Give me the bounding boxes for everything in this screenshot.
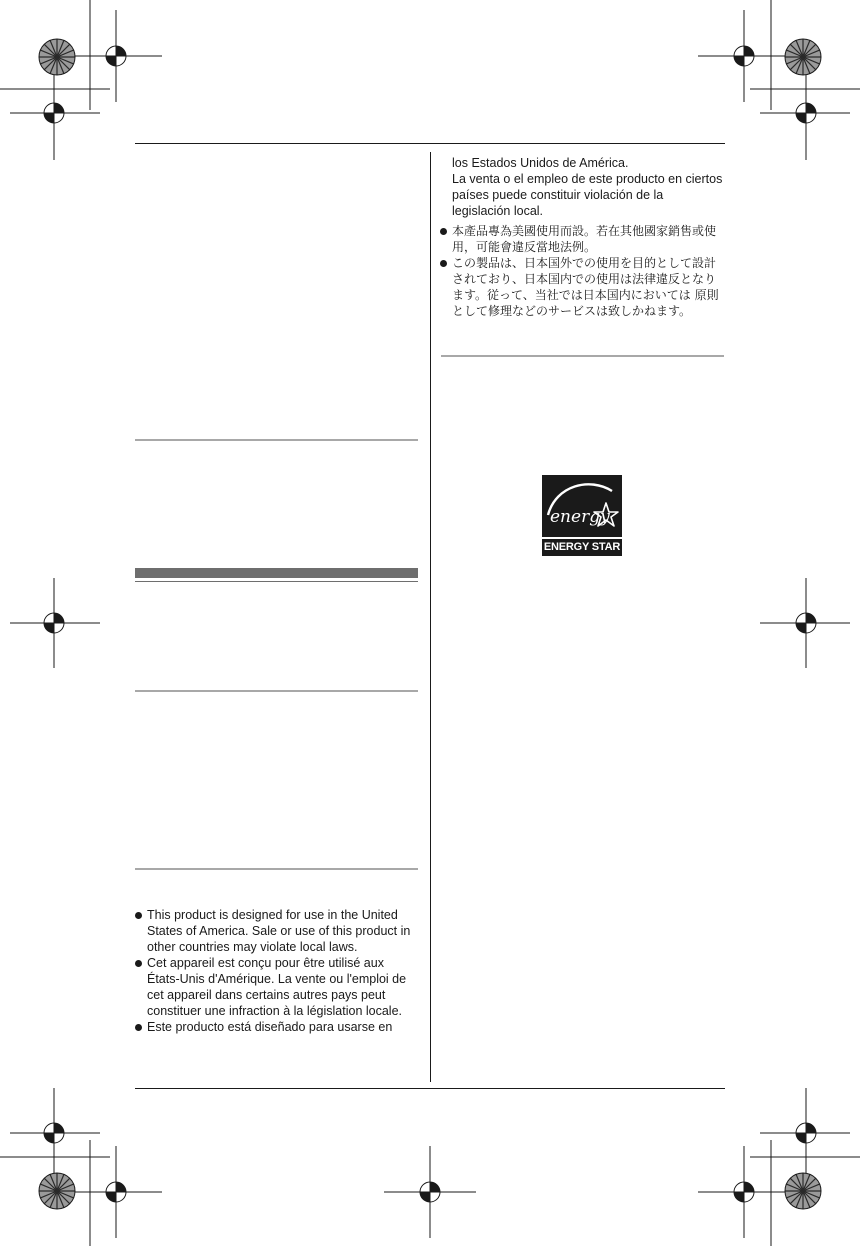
energy-star-label: ENERGY STAR	[542, 537, 622, 556]
section-separator	[135, 868, 418, 870]
section-header-underline	[135, 581, 418, 582]
energy-script: energy	[550, 507, 610, 527]
notice-chinese: 本產品專為美國使用而設。若在其他國家銷售或使用，可能會違反當地法例。	[439, 223, 723, 255]
notice-french: Cet appareil est conçu pour être utilisé aux États-Unis d'Amérique. La vente ou l'emploi de cet appareil dans certains autres pays peut constituer une infraction à la législation locale.	[134, 955, 420, 1019]
notice-spanish-start: Este producto está diseñado para usarse en	[134, 1019, 420, 1035]
region-notice-left	[134, 907, 420, 1035]
starburst-target-icon	[38, 38, 76, 76]
footer-rule	[135, 1088, 725, 1089]
region-notice-right	[439, 155, 723, 319]
energy-star-logo	[542, 475, 622, 556]
starburst-target-icon	[784, 38, 822, 76]
header-rule	[135, 143, 725, 144]
section-separator	[135, 439, 418, 441]
energy-star-icon	[542, 475, 622, 539]
section-separator	[135, 690, 418, 692]
starburst-target-icon	[784, 1172, 822, 1210]
starburst-target-icon	[38, 1172, 76, 1210]
notice-spanish-continued: La venta o el empleo de este producto en ciertos países puede constituir violación de la legislación local.	[452, 172, 723, 218]
section-header-bar	[135, 568, 418, 578]
column-divider	[430, 152, 431, 1082]
notice-japanese: この製品は、日本国外での使用を目的として設計されており、日本国内での使用は法律違反となります。従って、当社では日本国内においては 原則として修理などのサービスは致しかねます。	[439, 255, 723, 319]
section-separator	[441, 355, 724, 357]
notice-spanish-line1: los Estados Unidos de América.	[452, 156, 629, 170]
notice-english: This product is designed for use in the United States of America. Sale or use of this product in other countries may violate local laws.	[134, 907, 420, 955]
